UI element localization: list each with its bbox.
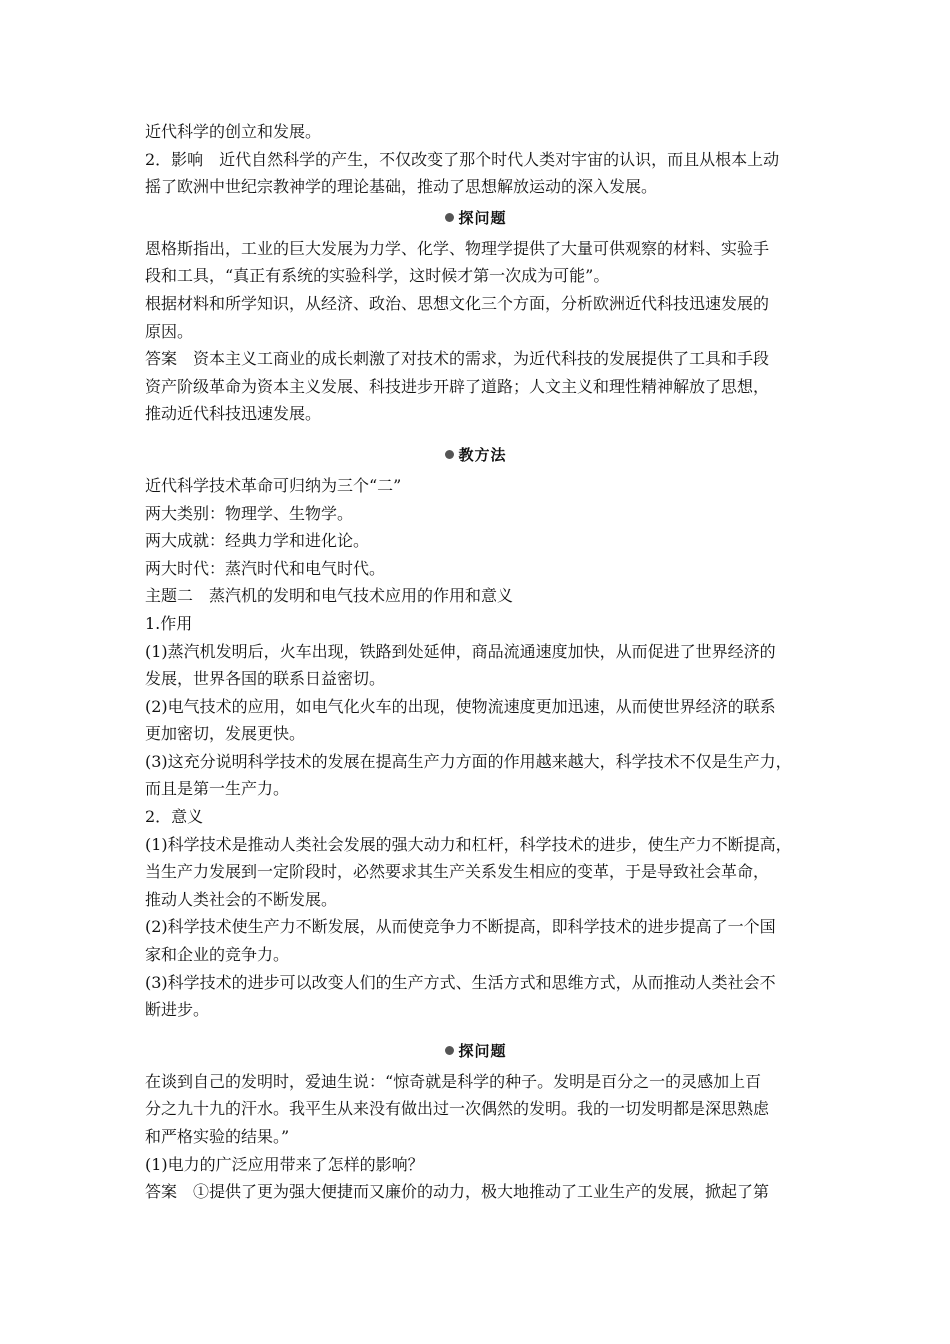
text-line: 分之九十九的汗水。我平生从来没有做出过一次偶然的发明。我的一切发明都是深思熟虑 xyxy=(145,1099,770,1119)
text-line: 和严格实验的结果。” xyxy=(145,1127,290,1146)
text-line: 两大类别：物理学、生物学。 xyxy=(145,503,354,523)
section-heading xyxy=(145,438,807,472)
text-line: 恩格斯指出，工业的巨大发展为力学、化学、物理学提供了大量可供观察的材料、实验手 xyxy=(145,238,770,258)
section-heading-text: 探问题 xyxy=(458,208,507,227)
text-line: 断进步。 xyxy=(145,1000,210,1020)
text-line: 两大成就：经典力学和进化论。 xyxy=(145,531,370,551)
text-line: 两大时代：蒸汽时代和电气时代。 xyxy=(145,558,386,578)
text-line: 在谈到自己的发明时，爱迪生说：“惊奇就是科学的种子。发明是百分之一的灵感加上百 xyxy=(145,1071,762,1091)
text-line: 2．影响 近代自然科学的产生，不仅改变了那个时代人类对宇宙的认识，而且从根本上动 xyxy=(145,149,780,169)
section-heading-text: 教方法 xyxy=(458,445,507,464)
section-heading-text: 探问题 xyxy=(458,1041,507,1060)
text-line: 资产阶级革命为资本主义发展、科技进步开辟了道路；人文主义和理性精神解放了思想， xyxy=(145,376,770,396)
text-line: (2)电气技术的应用，如电气化火车的出现，使物流速度更加迅速，从而使世界经济的联系 xyxy=(145,696,776,716)
text-line: (1)科学技术是推动人类社会发展的强大动力和杠杆，科学技术的进步，使生产力不断提高， xyxy=(145,834,792,854)
text-line: 推动近代科技迅速发展。 xyxy=(145,404,322,424)
text-line: 段和工具，“真正有系统的实验科学，这时候才第一次成为可能”。 xyxy=(145,266,610,286)
document-body xyxy=(145,118,807,1206)
section-heading xyxy=(145,201,807,235)
text-line: (2)科学技术使生产力不断发展，从而使竞争力不断提高，即科学技术的进步提高了一个国 xyxy=(145,917,776,937)
bullet-dot-icon xyxy=(445,213,454,222)
text-line: 当生产力发展到一定阶段时，必然要求其生产关系发生相应的变革，于是导致社会革命， xyxy=(145,862,770,882)
text-line: 答案 资本主义工商业的成长刺激了对技术的需求，为近代科技的发展提供了工具和手段 xyxy=(145,349,770,369)
bullet-dot-icon xyxy=(445,1046,454,1055)
text-line: 近代科学技术革命可归纳为三个“二” xyxy=(145,475,402,495)
text-line: 家和企业的竞争力。 xyxy=(145,945,290,965)
text-line: 摇了欧洲中世纪宗教神学的理论基础，推动了思想解放运动的深入发展。 xyxy=(145,177,658,197)
text-line: 主题二 蒸汽机的发明和电气技术应用的作用和意义 xyxy=(145,586,514,606)
section-spacer xyxy=(145,1024,807,1034)
bullet-dot-icon xyxy=(445,450,454,459)
text-line: 推动人类社会的不断发展。 xyxy=(145,889,338,909)
section-spacer xyxy=(145,428,807,438)
text-line: (3)科学技术的进步可以改变人们的生产方式、生活方式和思维方式，从而推动人类社会不 xyxy=(145,972,776,992)
text-line: (3)这充分说明科学技术的发展在提高生产力方面的作用越来越大，科学技术不仅是生产力， xyxy=(145,751,792,771)
text-line: 而且是第一生产力。 xyxy=(145,779,290,799)
text-line: 根据材料和所学知识，从经济、政治、思想文化三个方面，分析欧洲近代科技迅速发展的 xyxy=(145,293,770,313)
text-line: (1)蒸汽机发明后，火车出现，铁路到处延伸，商品流通速度加快，从而促进了世界经济的 xyxy=(145,641,776,661)
section-heading xyxy=(145,1034,807,1068)
text-line: 原因。 xyxy=(145,321,194,341)
text-line: 答案 ①提供了更为强大便捷而又廉价的动力，极大地推动了工业生产的发展，掀起了第 xyxy=(145,1182,770,1202)
text-line: 发展，世界各国的联系日益密切。 xyxy=(145,669,386,689)
text-line: (1)电力的广泛应用带来了怎样的影响？ xyxy=(145,1154,424,1174)
text-line: 1.作用 xyxy=(145,613,193,633)
text-line: 2．意义 xyxy=(145,807,204,827)
text-line: 更加密切，发展更快。 xyxy=(145,724,306,744)
text-line: 近代科学的创立和发展。 xyxy=(145,122,322,141)
